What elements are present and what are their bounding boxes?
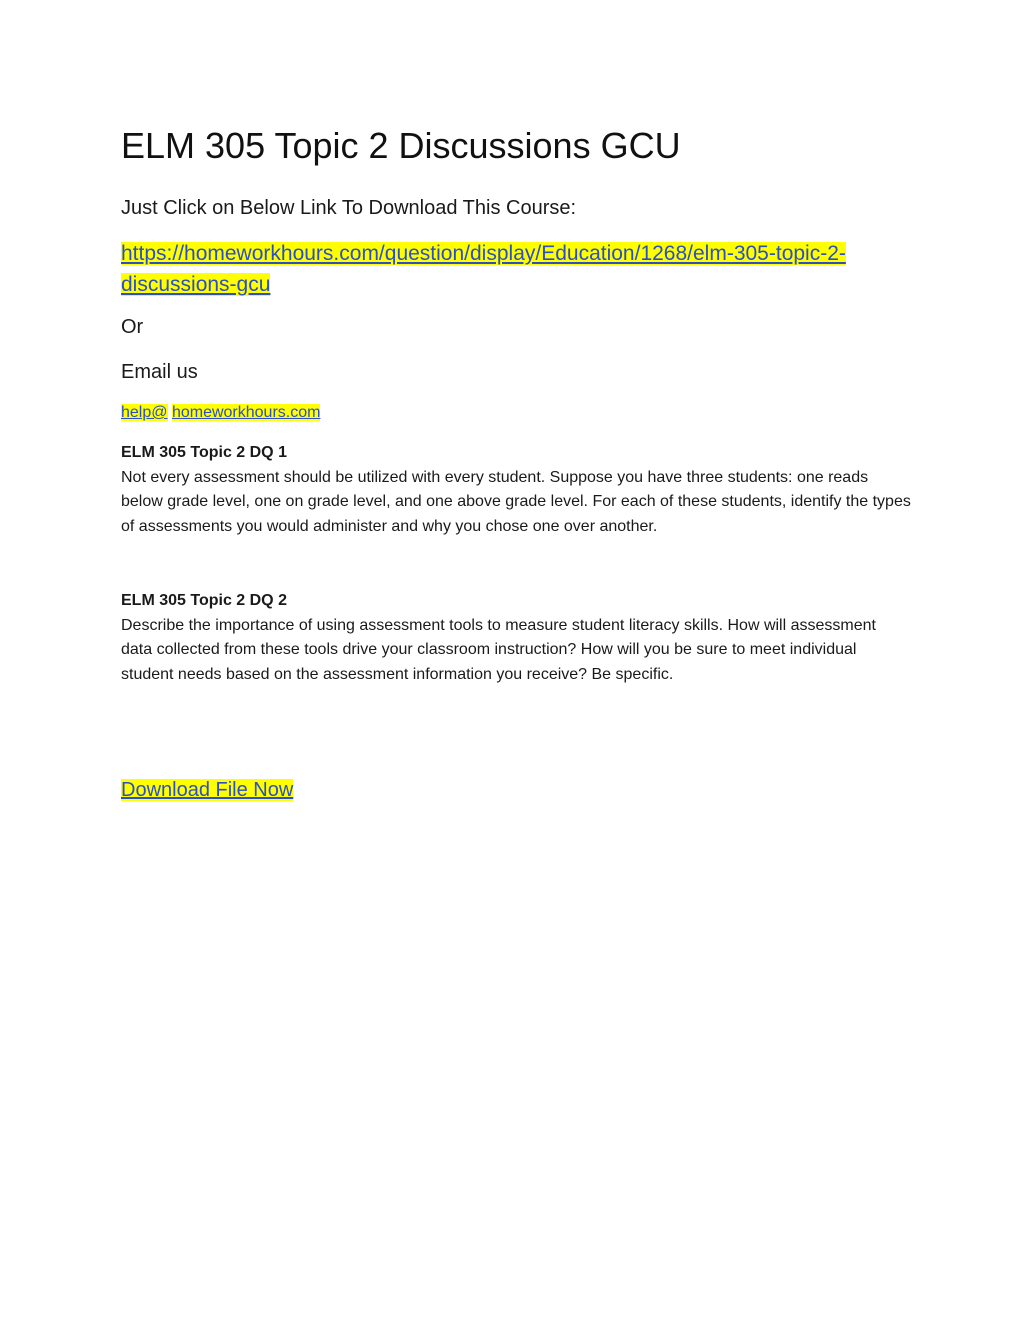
course-link-container [121, 238, 911, 300]
email-link-part2[interactable]: homeworkhours.com [171, 404, 321, 421]
email-link-container [121, 401, 320, 425]
page-title: ELM 305 Topic 2 Discussions GCU [121, 125, 681, 166]
discussion-question-2 [121, 589, 911, 687]
or-text: Or [121, 316, 144, 338]
email-link-part1[interactable]: help@ [121, 404, 168, 421]
dq1-body: Not every assessment should be utilized with every student. Suppose you have three students: one reads below grade level, one on grade level, and one above grade level. For each of these students, identify the types of assessments you would administer and why you chose one over another. [121, 468, 911, 535]
dq2-body: Describe the importance of using assessment tools to measure student literacy skills. How will assessment data collected from these tools drive your classroom instruction? How will you be sure to meet individual student needs based on the assessment information you receive? Be specific. [121, 616, 876, 683]
dq1-title: ELM 305 Topic 2 DQ 1 [121, 444, 287, 461]
intro-text: Just Click on Below Link To Download This Course: [121, 197, 577, 219]
dq2-title: ELM 305 Topic 2 DQ 2 [121, 592, 287, 609]
download-container [121, 776, 293, 804]
email-us-label: Email us [121, 361, 198, 383]
download-file-link[interactable]: Download File Now [121, 779, 294, 801]
course-download-link[interactable]: https://homeworkhours.com/question/display/Education/1268/elm-305-topic-2-discussions-gcu [121, 242, 846, 296]
discussion-question-1 [121, 441, 911, 539]
